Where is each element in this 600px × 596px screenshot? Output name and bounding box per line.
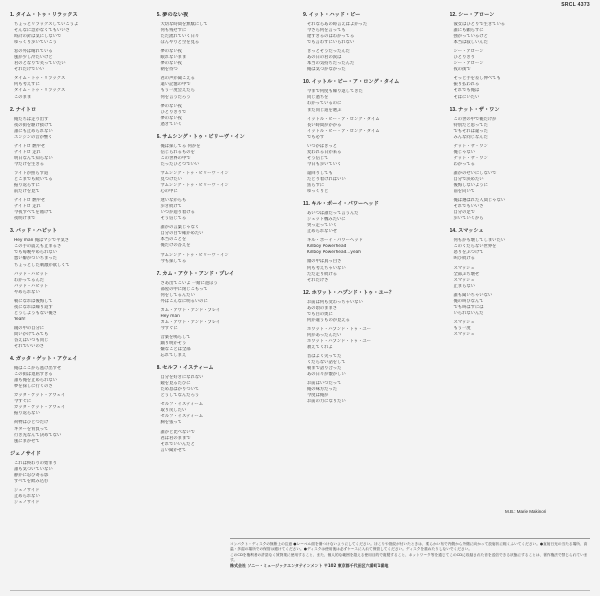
lyric-line: 音楽を鳴らして (160, 334, 191, 340)
lyric-line: でも目の奥に (307, 311, 333, 317)
lyric-line: 悪い癖がついちまった (14, 256, 57, 262)
lyric-line: 風にまかせて (14, 438, 40, 444)
lyric-line: 朝になれば後悔して (14, 298, 53, 304)
lyric-line: 止められない (14, 493, 40, 499)
lyric-line: 君は君のままで (160, 435, 191, 441)
lyric-line: スマッシュ (453, 331, 475, 337)
lyric-line: 誰も俺を止められない (14, 378, 57, 384)
lyric-line: ナット・ザ・ワン (453, 143, 488, 149)
lyric-line: また同じ道を選ぶ (307, 107, 342, 113)
lyric-line: それでいいんだと (160, 441, 195, 447)
lyric-line: 言い聞かせて (160, 447, 187, 453)
lyric-line: ただ走り続ける (307, 271, 338, 277)
song-block (10, 228, 153, 350)
lyric-line: 叫び続ける (453, 256, 475, 262)
lyric-line: 本当は寂しいんだ (453, 40, 488, 46)
lyric-line: Hey man (160, 313, 180, 319)
lyric-line: そんなに急がなくてもいいさ (14, 28, 70, 34)
lyric-line: 心の中に (160, 189, 178, 195)
lyric-line: ため息ばかりついて (160, 387, 200, 393)
lyric-line: Hey man 俺はマジで平気さ (14, 238, 70, 244)
song-title: 2. ナイトロ (10, 106, 37, 113)
lyric-line: ナイトロ 走れ (14, 149, 41, 155)
lyric-line: たどり着ければいい (307, 176, 346, 182)
lyric-line: 俺たちは走り出す (14, 116, 49, 122)
copyright-notice: このCDを権利者の許諾なく賃貸業に使用すること、また、個人的な範囲を超える使用目的で複製すること、ネットワーク等を通じてこのCDに収録された音を送信できる状態にすることは、著作権法で禁じられています。 (230, 552, 588, 562)
song-block (450, 12, 593, 101)
lyric-line: 今まで何度も繰り返してきた (307, 89, 363, 95)
lyric-line: 嫌なことは全部 (160, 347, 191, 353)
lyric-line: Yeah! (14, 316, 26, 322)
lyric-line: みんな同じなんだ (453, 134, 488, 140)
lyric-line: そう信じてる (160, 216, 187, 222)
lyric-line: スマッシュ (453, 277, 475, 283)
song-title: 1. タイム・トゥ・リラックス (10, 12, 78, 18)
lyric-line: 止まらない (453, 283, 475, 289)
lyric-line: 俺だけの答えを (160, 243, 191, 249)
song-block (450, 228, 593, 338)
lyric-line: でもそれは違った (453, 128, 488, 134)
lyric-line: でも毎晩やめられない (14, 250, 57, 256)
lyric-line: お前は何も変わっちゃいない (307, 299, 363, 305)
song-block (303, 201, 446, 284)
lyric-line: それでもいいさ (453, 204, 484, 210)
lyric-line: 本当のことを (160, 237, 187, 243)
lyric-line: このくだらない世界を (453, 244, 497, 250)
lyric-line: 誰にも頼らずに (453, 28, 484, 34)
lyric-line: きっとそうだったんだ (307, 49, 350, 55)
lyric-line: わかっているのに (307, 101, 342, 107)
lyric-line: 何をしてるんだい (160, 292, 195, 298)
lyric-line: あの頃のままさ (307, 305, 338, 311)
lyric-line: Killboy Powerhead...yeah (307, 250, 361, 256)
song-block (303, 290, 446, 406)
lyric-line: 俺の叫びなんて (453, 298, 484, 304)
song-title: 13. ナット・ザ・ワン (449, 106, 500, 113)
lyric-line: 今だけを生きる (14, 161, 45, 167)
lyric-line: すべてを飲み込む (14, 478, 49, 484)
song-block (157, 12, 300, 128)
lyric-line: 誰かのせいにしないで (453, 170, 497, 176)
lyric-line: わかってる (453, 161, 475, 167)
lyric-line: 歩いていくから (453, 216, 484, 222)
lyric-line: 誰かの言葉じゃなく (160, 225, 200, 231)
lyric-line: カム・アウト・アンド・プレイ (160, 319, 221, 325)
lyric-line: 俺の味方だった (307, 387, 338, 393)
lyric-line: 静かに忍び寄る影 (14, 472, 49, 478)
lyric-line: 誰にも止められない (14, 128, 53, 134)
lyric-line: 夢を探しに行くのさ (14, 384, 53, 390)
lyric-line: どうしようもない俺さ (14, 310, 57, 316)
lyric-line: 俺はここから逃げ出すぜ (14, 366, 62, 372)
song-block (10, 451, 153, 506)
song-block (10, 356, 153, 445)
lyric-line: そっと手を差し伸べても (453, 76, 501, 82)
lyric-line: 大切な時間を無駄にして (160, 22, 208, 27)
lyric-line: 今度は俺が (307, 393, 329, 399)
lyric-line: いつか辿り着ける (160, 210, 195, 216)
lyric-line: 何を言うだろう (160, 94, 191, 100)
song-block (10, 12, 153, 101)
lyric-line: 取り戻したい (160, 408, 187, 414)
song-title: 5. 夢のない夜 (156, 12, 189, 18)
lyric-line: 俺は選ばれた人間じゃない (453, 198, 506, 204)
lyric-line: あいつは誰だって言うんだ (307, 211, 359, 217)
lyric-line: この街は退屈すぎる (14, 372, 53, 378)
company-line: 株式会社 ソニー・ミュージックエンタテインメント 〒102 東京都千代田区六番町1番地 (230, 563, 389, 569)
lyric-line: 自分を好きになれない (160, 375, 204, 381)
lyric-line: 答えはいつも同じ (14, 338, 49, 344)
lyric-line: 前を向いて (453, 189, 475, 195)
lyric-line: お前の力になりたい (307, 399, 346, 405)
lyric-line: 何も考えちゃいない (307, 265, 346, 271)
song-title: 8. セルフ・イスティーム (156, 365, 214, 372)
lyric-line: セルフ・イスティーム (160, 402, 203, 408)
lyric-line: 君の声が聞こえる (160, 76, 195, 82)
lyric-line: どこまでも続いてる (14, 176, 53, 182)
lyric-line: でも叫ばずには (453, 304, 484, 310)
song-block (303, 12, 446, 73)
lyric-line: 止められないぜ (307, 229, 338, 235)
lyric-line: 問いかけてみても (14, 331, 49, 337)
lyric-line: でも言わずにいられない (307, 40, 355, 46)
lyric-line: ガッタ・ゲット・アウェイ (14, 393, 66, 399)
lyric-line: さあ出てこいよ 一緒に遊ぼう (160, 280, 218, 286)
lyric-line: 鏡を見るたびに (160, 381, 191, 387)
lyric-line: あの日の君の涙は (307, 55, 342, 61)
lyric-line: 行き先なんて決めてない (14, 432, 62, 438)
lyric-line: そう信じて (307, 155, 329, 161)
song-block (157, 271, 300, 360)
song-title: 12. ホワット・ハプンド・トゥ・ユー？ (303, 289, 395, 296)
lyric-line: 今すぐに (14, 399, 32, 405)
lyric-line: 朝を待つ (160, 67, 178, 73)
lyric-line: 過ぎていく (160, 121, 182, 127)
song-title: ジェノサイド (10, 450, 41, 457)
lyric-line: 迷いながらも (160, 198, 187, 204)
lyric-line: ホワット・ハプンド・トゥ・ユー (307, 326, 371, 332)
lyric-line: くだらない話をして (307, 360, 346, 366)
lyric-line: 今夜すべてを賭けて (14, 210, 53, 216)
lyric-line: 外はこんなに明るいのに (160, 298, 208, 304)
lyric-line: 本当の気持ちだったんだ (307, 61, 355, 67)
song-block (157, 365, 300, 454)
lyric-line: ゆっくり歩いていこう (14, 40, 57, 46)
lyric-line: ナット・ザ・ワン (453, 155, 488, 161)
lyric-line: スマッシュ (453, 265, 475, 271)
lyric-line: 突っ走っていく (307, 223, 338, 229)
lyric-line: 後悔しないように (453, 183, 488, 189)
song-title: 10. イットル・ビー・ア・ロング・タイム (303, 79, 400, 86)
lyric-line: 歩き続けて (160, 204, 182, 210)
lyric-line: 明日なんて知らない (14, 155, 53, 161)
lyric-line: 見つけたい (160, 176, 182, 182)
lyric-line: 振り返らずに (14, 183, 40, 189)
song-title: 3. バッド・ハビット (10, 228, 58, 235)
lyric-line: サムシング・トゥ・ビリーヴ・イン (160, 170, 229, 176)
lyric-line: キル・ボーイ・パワーヘッド (307, 238, 363, 244)
lyric-line: 誰も気づいていない (14, 466, 53, 472)
lyric-line: バッド・ハビット (14, 271, 49, 277)
lyric-line: 彼女はひとりで生きている (453, 22, 506, 27)
lyrics-column (303, 12, 446, 538)
lyric-line: 昔はよく笑ってた (307, 354, 342, 360)
lyric-line: お前はいつだって (307, 381, 342, 387)
lyric-line: この世界の中で (160, 155, 191, 161)
lyric-line: サムシング・トゥ・ビリーヴ・イン (160, 183, 229, 189)
lyric-line: 自分で決めたい (453, 176, 484, 182)
song-title: 6. サムシング・トゥ・ビリーヴ・イン (156, 133, 245, 140)
song-title: 4. ガッタ・ゲット・アウェイ (10, 356, 78, 363)
lyric-line: 遅すぎるのはわかってる (307, 34, 355, 40)
song-title: 9. イット・ハッド・ビー (303, 12, 361, 18)
lyric-line: 夢のない夜 (160, 49, 182, 55)
lyric-line: サムシング・トゥ・ビリーヴ・イン (160, 252, 229, 258)
footer-notice (230, 538, 590, 568)
lyric-line: バッド・ハビット (14, 283, 49, 289)
lyric-line: 自分の足で (453, 210, 475, 216)
lyric-line: ナイトロ 燃やせ (14, 143, 46, 149)
lyric-line: ガッタ・ゲット・アウェイ (14, 405, 66, 411)
lyric-line: 教えてくれよ (307, 344, 333, 350)
lyric-line: あの日々が懐かしい (307, 372, 346, 378)
lyric-line: 長い時間がかかる (307, 122, 342, 128)
lyric-line: 夢のない夜 (160, 115, 182, 121)
lyric-line: 俺は探してる 何かを (160, 143, 201, 149)
lyric-line: それでいいのさ (14, 344, 45, 350)
lyric-line: それだけでいい (14, 67, 45, 73)
lyric-line: たったひとつでいい (160, 161, 200, 167)
lyric-line: ただ流れていく日々 (160, 34, 200, 40)
lyric-line: この手の震えも止まるさ (14, 244, 62, 250)
lyric-line: カム・アウト・アンド・プレイ (160, 307, 221, 313)
lyric-line: もう一度会えたら (160, 88, 195, 94)
lyrics-column (157, 12, 300, 538)
lyric-line: 何もかも壊してしまいたい (453, 238, 506, 244)
lyric-line: 変われる日が来る (307, 149, 342, 155)
bottom-divider (10, 590, 590, 591)
lyric-line: 夢のない夜 (160, 103, 182, 109)
lyric-line: スマッシュ (453, 319, 475, 325)
lyric-line: 時計の針は気にしないで (14, 34, 62, 40)
lyric-line: 朝まで語り合った (307, 366, 342, 372)
lyric-line: ひとりきり (453, 55, 475, 61)
lyric-line: 同じ過ちを (307, 95, 329, 101)
lyric-line: 夢のない夜 (160, 61, 182, 67)
lyric-line: わかってるんだ (14, 277, 45, 283)
lyric-line: 夜明けまで (14, 216, 36, 222)
lyric-line: 部屋の中に閉じこもって (160, 286, 208, 292)
lyric-line: ナイトロ 燃やせ (14, 198, 46, 204)
lyric-line: ちょっとリラックスしていこうよ (14, 22, 79, 27)
lyric-line: 遠回りしても (307, 170, 333, 176)
lyric-line: そばにいたい (453, 94, 480, 100)
song-title: 12. シー・アローン (449, 12, 495, 18)
translation-credit: M.B.: Marie Makinori (505, 509, 547, 514)
handling-notice: コンパクト・ディスクの無断上の注意 ●レーベル面を傷つけないようにしてください。ほこりや指紋が付いたときは、柔らかい布で内側から外側に向かって放射状に軽くふいてください。●直射日光の当たる場所、高温・多湿の場所での保管は避けてください。●ディスクは使用後は必ずケースに入れて保管してください。ディスクを重ねたりしないでください。 (230, 542, 588, 552)
lyric-line: ひとりきりで (160, 109, 187, 115)
lyric-line: イットル・ビー・ア・ロング・タイム (307, 128, 380, 134)
lyric-line: 前だけを見て (14, 189, 40, 195)
lyric-line: 特別だと思ってた (453, 122, 488, 128)
song-title: 14. スマッシュ (449, 228, 484, 235)
lyric-line: 忘れてしまえ (160, 353, 187, 359)
lyric-line: ギターを背負って (14, 426, 49, 432)
lyric-line: 踊り明かそう (160, 341, 187, 347)
lyric-line: 自分の目で確かめたい (160, 231, 204, 237)
lyric-line: 夜になれば繰り返す (14, 304, 53, 310)
lyric-line: それでも俺は (453, 88, 480, 94)
lyrics-column (450, 12, 593, 538)
lyric-line: いられないんだ (453, 310, 484, 316)
lyric-line: 全部ぶち壊せ (453, 271, 480, 277)
lyric-line: セルフ・イスティーム (160, 414, 203, 420)
lyrics-column (10, 12, 153, 538)
lyric-line: 夜の街を駆け抜けて (14, 122, 53, 128)
lyric-line: 風が少し冷たいけど (14, 55, 53, 61)
lyric-line: 遠い記憶の中で (160, 82, 191, 88)
lyric-line: 何も残せずに (160, 28, 187, 34)
lyric-line: 今すぐに (160, 325, 178, 331)
lyric-line: 頭の中は真っ白さ (307, 259, 342, 265)
lyric-line: これは終わりの始まり (14, 460, 57, 466)
lyric-line: エンジンの音が響く (14, 134, 53, 140)
lyric-line: 強がっているけど (453, 34, 488, 40)
lyric-line: どうしてなんだろう (160, 393, 200, 399)
lyric-line: 今さら何を言っても (307, 28, 346, 34)
song-title: 11. キル・ボーイ・パワーヘッド (303, 201, 379, 208)
lyric-line: いつかはきっと (307, 143, 338, 149)
lyric-line: でも必ず (307, 134, 325, 140)
lyric-line: Killboy Powerhead (307, 244, 347, 250)
lyric-line: 眠れないまま (160, 55, 187, 61)
lyric-line: それだけさ (307, 277, 329, 283)
lyric-line: ジェット機みたいに (307, 217, 346, 223)
lyric-line: シー・アローン (453, 61, 484, 67)
lyric-line: 俺じゃない (453, 149, 475, 155)
lyric-line: それならあの時言えばよかった (307, 22, 368, 27)
lyric-line: ホワット・ハプンド・トゥ・ユー (307, 338, 371, 344)
lyric-line: ライトが照らす道 (14, 170, 49, 176)
lyric-line: ナイトロ 走れ (14, 204, 41, 210)
lyric-line: ちょっとした刺激が欲しくて (14, 262, 70, 268)
lyric-line: シー・アローン (453, 49, 484, 55)
lyric-line: 焦らずに (307, 183, 325, 189)
lyrics-columns (10, 12, 592, 538)
lyric-line: 誰も聞いちゃいない (453, 292, 493, 298)
lyric-line: もう一度 (453, 325, 471, 331)
lyric-line: 君のとなりで笑っていたい (14, 61, 66, 67)
lyric-line: この世の中で俺だけが (453, 116, 497, 122)
catalog-number: SRCL 4373 (561, 2, 590, 8)
lyric-line: 俺は気づかなかった (307, 67, 346, 73)
lyric-line: ジェノサイド (14, 487, 40, 493)
lyric-line: このまま (14, 94, 32, 100)
lyric-line: 誰かと比べないで (160, 429, 195, 435)
song-title: 7. カム・アウト・アンド・プレイ (156, 270, 235, 277)
lyric-line: 窓の外は晴れている (14, 49, 53, 55)
song-block (303, 79, 446, 195)
lyric-line: 胸を張って (160, 420, 182, 426)
lyric-line: ぼんやりと空を見る (160, 40, 200, 46)
lyric-line: 何も考えずに (14, 82, 40, 88)
lyric-line: 怒りをぶつけて (453, 250, 484, 256)
lyric-line: タイム・トゥ・リラックス (14, 76, 66, 82)
lyric-line: 夜の街で (453, 67, 471, 73)
song-block (450, 107, 593, 223)
lyric-line: 鏡の中の自分に (14, 325, 45, 331)
song-block (10, 107, 153, 223)
lyric-line: やめられない (14, 289, 40, 295)
lyric-line: 今も探してる (160, 258, 187, 264)
lyric-line: 何があったんだい (307, 332, 342, 338)
lyric-line: ジェノサイド (14, 499, 40, 505)
lyric-line: 信じられるものを (160, 149, 195, 155)
song-block (157, 134, 300, 265)
lyric-line: タイム・トゥ・リラックス (14, 88, 66, 94)
lyric-line: 荷物はひとつだけ (14, 420, 49, 426)
lyric-line: 振り払われる (453, 82, 480, 88)
lyric-line: イットル・ビー・ア・ロング・タイム (307, 116, 380, 122)
lyric-line: 今日も歩いていく (307, 161, 342, 167)
lyric-line: 振り返らない (14, 411, 40, 417)
lyric-line: ゆっくりと (307, 189, 329, 195)
lyric-line: 何か違うものが見える (307, 317, 350, 323)
